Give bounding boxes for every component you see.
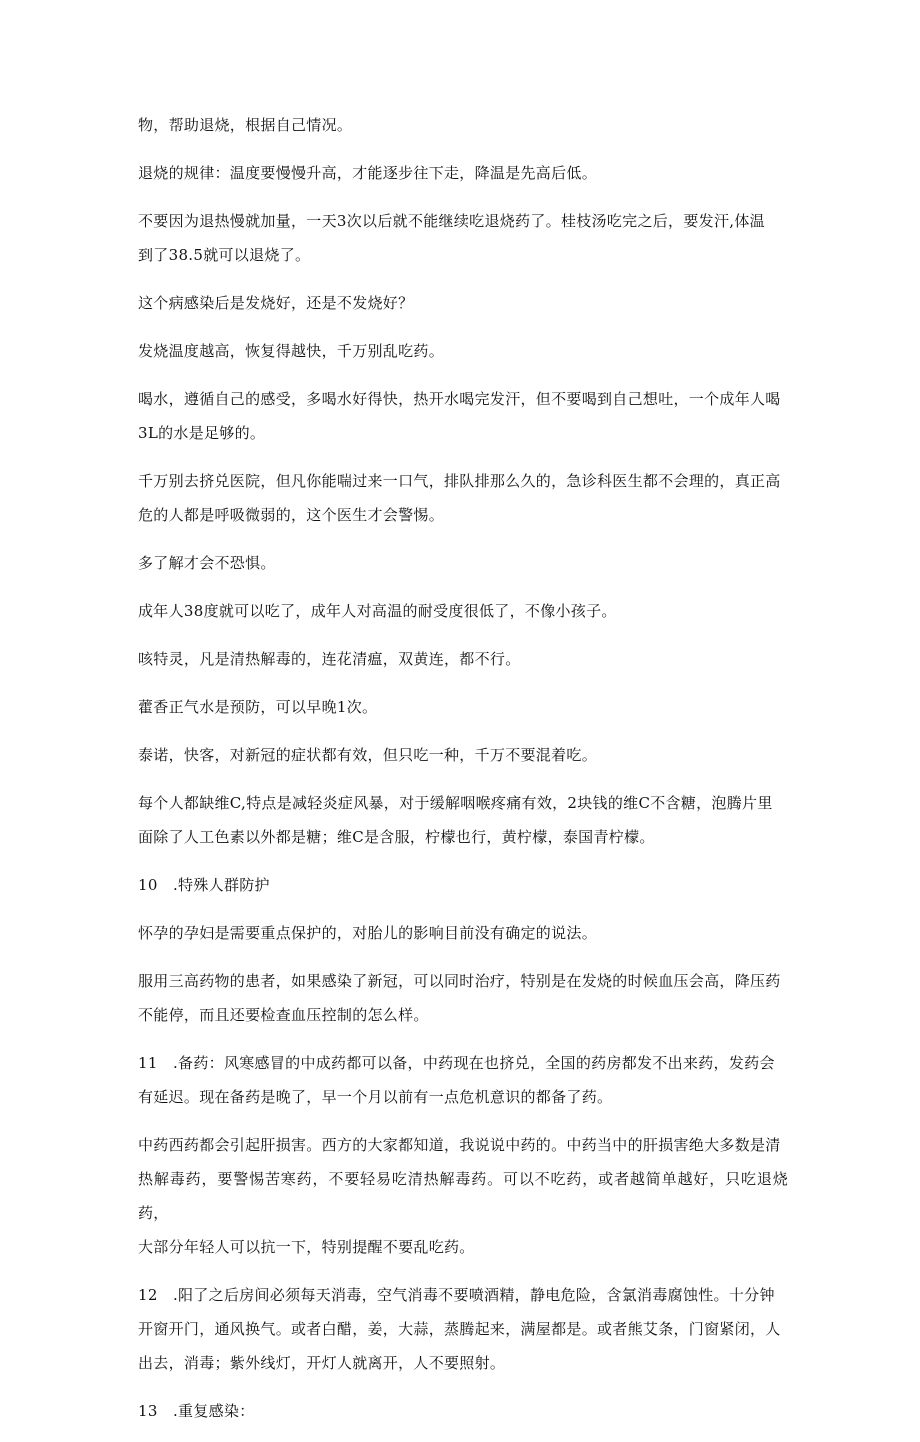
paragraph <box>138 738 788 772</box>
paragraph <box>138 786 788 854</box>
text-line: 服用三高药物的患者，如果感染了新冠，可以同时治疗，特别是在发烧的时候血压会高，降压药 <box>138 972 781 990</box>
paragraph <box>138 156 788 190</box>
text-line: 12 .阳了之后房间必须每天消毒，空气消毒不要喷酒精，静电危险，含氯消毒腐蚀性。十分钟 <box>138 1286 775 1304</box>
paragraph <box>138 642 788 676</box>
paragraph <box>138 594 788 628</box>
paragraph <box>138 108 788 142</box>
paragraph <box>138 1046 788 1114</box>
text-line: 喝水，遵循自己的感受，多喝水好得快，热开水喝完发汗，但不要喝到自己想吐，一个成年人喝 <box>138 390 781 408</box>
text-line: 大部分年轻人可以抗一下，特别提醒不要乱吃药。 <box>138 1238 475 1256</box>
text-line: 发烧温度越高，恢复得越快，千万别乱吃药。 <box>138 342 445 360</box>
text-line: 物，帮助退烧，根据自己情况。 <box>138 116 353 134</box>
paragraph <box>138 1278 788 1380</box>
text-line: 11 .备药：风寒感冒的中成药都可以备，中药现在也挤兑，全国的药房都发不出来药，发药会 <box>138 1054 775 1072</box>
text-line: 退烧的规律：温度要慢慢升高，才能逐步往下走，降温是先高后低。 <box>138 164 598 182</box>
text-line: 藿香正气水是预防，可以早晚1次。 <box>138 698 378 716</box>
text-line: 多了解才会不恐惧。 <box>138 554 276 572</box>
paragraph <box>138 204 788 272</box>
text-line: 怀孕的孕妇是需要重点保护的，对胎儿的影响目前没有确定的说法。 <box>138 924 598 942</box>
text-line: 面除了人工色素以外都是糖；维C是含服，柠檬也行，黄柠檬，泰国青柠檬。 <box>138 828 655 846</box>
text-line: 危的人都是呼吸微弱的，这个医生才会警惕。 <box>138 506 445 524</box>
text-line: 成年人38度就可以吃了，成年人对高温的耐受度很低了，不像小孩子。 <box>138 602 617 620</box>
paragraph <box>138 964 788 1032</box>
text-line: 13 .重复感染： <box>138 1402 255 1420</box>
text-line: 到了38.5就可以退烧了。 <box>138 246 311 264</box>
text-line: 这个病感染后是发烧好，还是不发烧好？ <box>138 294 414 312</box>
paragraph <box>138 546 788 580</box>
paragraph <box>138 868 788 902</box>
paragraph <box>138 382 788 450</box>
text-line: 10 .特殊人群防护 <box>138 876 270 894</box>
text-line: 出去，消毒；紫外线灯，开灯人就离开，人不要照射。 <box>138 1354 506 1372</box>
text-line: 开窗开门，通风换气。或者白醋，姜，大蒜，蒸腾起来，满屋都是。或者熊艾条，门窗紧闭，人 <box>138 1320 781 1338</box>
text-line: 千万别去挤兑医院，但凡你能喘过来一口气，排队排那么久的，急诊科医生都不会理的，真正高 <box>138 472 781 490</box>
paragraph <box>138 334 788 368</box>
text-line: 咳特灵，凡是清热解毒的，连花清瘟，双黄连，都不行。 <box>138 650 521 668</box>
text-line: 不能停，而且还要检查血压控制的怎么样。 <box>138 1006 429 1024</box>
paragraph <box>138 464 788 532</box>
text-line: 中药西药都会引起肝损害。西方的大家都知道，我说说中药的。中药当中的肝损害绝大多数是清 <box>138 1136 781 1154</box>
paragraph <box>138 1394 788 1428</box>
document-body <box>138 108 788 1442</box>
paragraph <box>138 286 788 320</box>
text-line: 不要因为退热慢就加量，一天3次以后就不能继续吃退烧药了。桂枝汤吃完之后，要发汗,体温 <box>138 212 765 230</box>
text-line: 有延迟。现在备药是晚了，早一个月以前有一点危机意识的都备了药。 <box>138 1088 613 1106</box>
paragraph <box>138 690 788 724</box>
paragraph <box>138 916 788 950</box>
paragraph <box>138 1128 788 1264</box>
text-line: 泰诺，快客，对新冠的症状都有效，但只吃一种，千万不要混着吃。 <box>138 746 598 764</box>
text-line: 热解毒药，要警惕苦寒药，不要轻易吃清热解毒药。可以不吃药，或者越简单越好，只吃退烧药， <box>138 1170 788 1222</box>
text-line: 3L的水是足够的。 <box>138 424 266 442</box>
text-line: 每个人都缺维C,特点是减轻炎症风暴，对于缓解咽喉疼痛有效，2块钱的维C不含糖，泡腾片里 <box>138 794 773 812</box>
